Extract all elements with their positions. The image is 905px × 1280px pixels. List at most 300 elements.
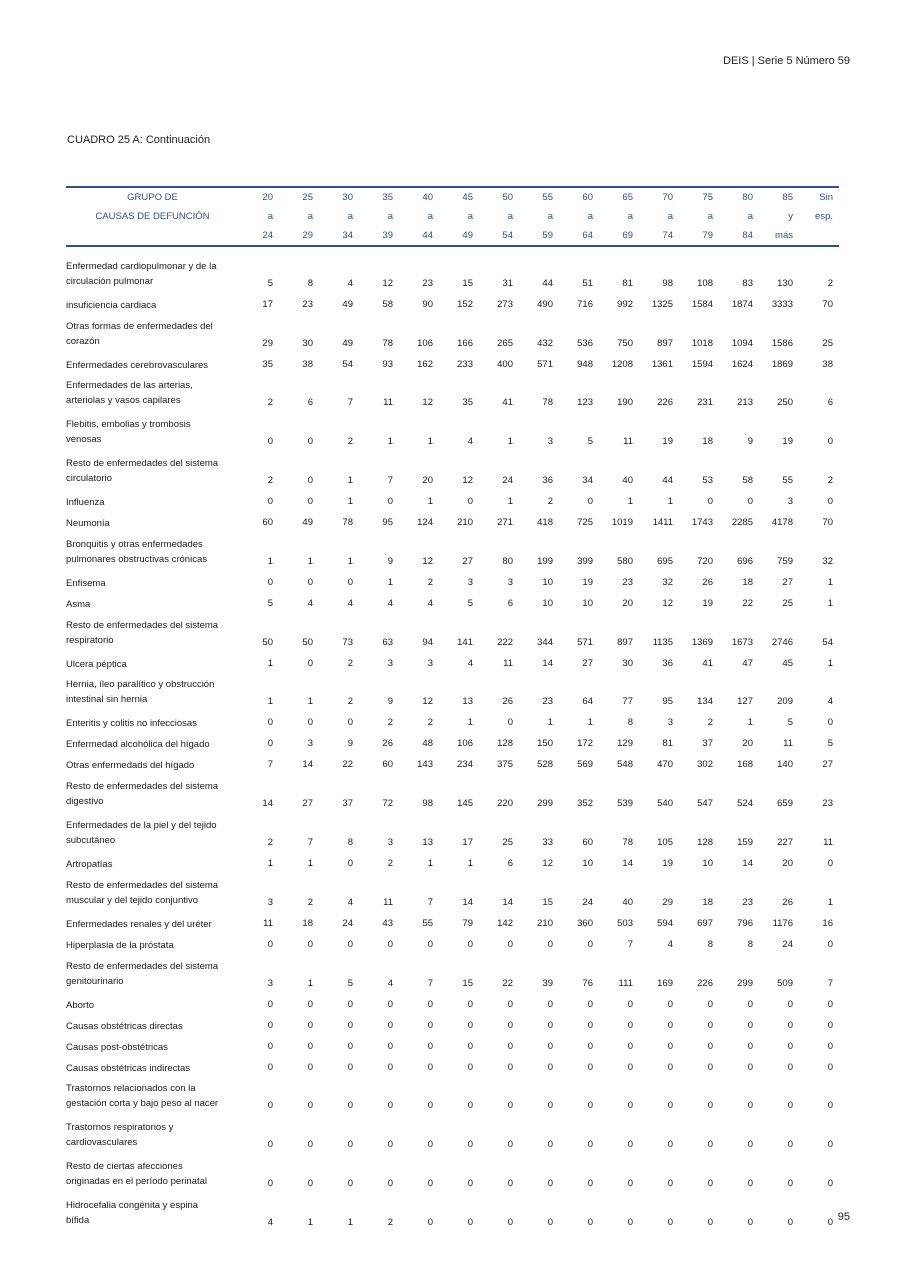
cause-label-line: Trastornos relacionados con la [66, 1083, 196, 1095]
cause-label [66, 1034, 239, 1055]
value-cell: 34 [582, 474, 593, 486]
value-cell: 12 [542, 857, 553, 869]
value-cell: 547 [697, 798, 713, 810]
value-cell: 27 [302, 798, 313, 810]
table-row [66, 752, 839, 773]
value-cell: 0 [547, 1040, 553, 1052]
value-cell: 0 [587, 1040, 593, 1052]
value-cell: 1 [267, 555, 273, 567]
value-cell: 19 [782, 436, 793, 448]
value-cell: 5 [587, 436, 593, 448]
value-cell: 299 [737, 977, 753, 989]
value-cell: 0 [267, 1100, 273, 1112]
value-cell: 1369 [691, 636, 713, 648]
value-cell: 53 [702, 474, 713, 486]
value-cell: 569 [577, 759, 593, 771]
cause-label [66, 489, 239, 510]
value-cell: 344 [537, 636, 553, 648]
value-cell: 127 [737, 696, 753, 708]
value-cell: 78 [622, 836, 633, 848]
value-cell: 0 [307, 1100, 313, 1112]
cause-label-line: Enfermedad alcohólica del hígado [66, 739, 210, 751]
cause-label-line: originadas en el período perinatal [66, 1175, 208, 1187]
cause-label-line: intestinal sin hernia [66, 694, 148, 706]
value-cell: 23 [822, 798, 833, 810]
value-cell: 0 [747, 1100, 753, 1112]
value-cell: 0 [827, 495, 833, 507]
value-cell: 108 [697, 277, 713, 289]
value-cell: 1361 [651, 358, 673, 370]
value-cell: 172 [577, 738, 593, 750]
cause-label [66, 1076, 239, 1115]
value-cell: 2 [427, 576, 433, 588]
value-cell: 0 [627, 1177, 633, 1189]
header-age-cell: 50 [479, 187, 519, 207]
value-cell: 14 [542, 657, 553, 669]
value-cell: 29 [262, 337, 273, 349]
value-cell: 16 [822, 917, 833, 929]
value-cell: 12 [422, 397, 433, 409]
value-cell: 36 [662, 657, 673, 669]
value-cell: 40 [622, 474, 633, 486]
value-cell: 0 [467, 1040, 473, 1052]
value-cell: 548 [617, 759, 633, 771]
value-cell: 45 [782, 657, 793, 669]
header-age-cell: 45 [439, 187, 479, 207]
cause-label-line: Bronquitis y otras enfermedades [66, 538, 203, 550]
value-cell: 94 [422, 636, 433, 648]
value-cell: 6 [307, 397, 313, 409]
value-cell: 0 [627, 1040, 633, 1052]
cause-label-line: gestación corta y bajo peso al nacer [66, 1098, 219, 1110]
header-age-cell: 25 [279, 187, 319, 207]
value-cell: 7 [347, 397, 353, 409]
value-cell: 7 [827, 977, 833, 989]
value-cell: 0 [307, 717, 313, 729]
value-cell: 12 [462, 474, 473, 486]
value-cell: 0 [347, 717, 353, 729]
value-cell: 1 [827, 896, 833, 908]
value-cell: 4 [827, 696, 833, 708]
cause-label [66, 872, 239, 911]
value-cell: 697 [697, 917, 713, 929]
value-cell: 5 [827, 738, 833, 750]
value-cell: 0 [267, 1139, 273, 1151]
cause-label-line: insuficiencia cardiaca [66, 299, 157, 311]
value-cell: 140 [777, 759, 793, 771]
value-cell: 15 [542, 896, 553, 908]
value-cell: 19 [662, 857, 673, 869]
value-cell: 17 [262, 298, 273, 310]
value-cell: 0 [427, 1061, 433, 1073]
cause-label-line: circulación pulmonar [66, 275, 154, 287]
cause-label [66, 510, 239, 531]
value-cell: 106 [457, 738, 473, 750]
value-cell: 3 [387, 836, 393, 848]
value-cell: 79 [462, 917, 473, 929]
value-cell: 0 [507, 1139, 513, 1151]
value-cell: 2 [387, 1216, 393, 1228]
value-cell: 2 [267, 397, 273, 409]
cause-label-line: muscular y del tejido conjuntivo [66, 894, 199, 906]
value-cell: 0 [347, 1177, 353, 1189]
header-age-cell: 20 [239, 187, 279, 207]
header-age-cell: a [387, 211, 393, 222]
value-cell: 234 [457, 759, 473, 771]
table-row [66, 953, 839, 992]
cause-label [66, 313, 239, 352]
value-cell: 1 [827, 576, 833, 588]
value-cell: 0 [707, 1177, 713, 1189]
value-cell: 0 [787, 998, 793, 1010]
value-cell: 0 [707, 1139, 713, 1151]
value-cell: 0 [307, 1019, 313, 1031]
value-cell: 580 [617, 555, 633, 567]
value-cell: 5 [267, 277, 273, 289]
value-cell: 0 [267, 1040, 273, 1052]
value-cell: 4 [267, 1216, 273, 1228]
value-cell: 0 [747, 1019, 753, 1031]
header-age-cell: 54 [479, 226, 519, 246]
value-cell: 0 [387, 1061, 393, 1073]
value-cell: 0 [387, 1139, 393, 1151]
cause-label-line: pulmonares obstructivas crónicas [66, 553, 207, 565]
value-cell: 5 [467, 597, 473, 609]
value-cell: 128 [697, 836, 713, 848]
header-age-cell: a [267, 211, 273, 222]
value-cell: 0 [467, 495, 473, 507]
cause-label [66, 246, 239, 292]
cause-label-line: arteriolas y vasos capilares [66, 395, 181, 407]
value-cell: 31 [502, 277, 513, 289]
value-cell: 1 [347, 555, 353, 567]
cause-label [66, 752, 239, 773]
value-cell: 20 [622, 597, 633, 609]
value-cell: 3 [467, 576, 473, 588]
value-cell: 0 [467, 1100, 473, 1112]
header-age-cell: 74 [639, 226, 679, 246]
value-cell: 0 [387, 998, 393, 1010]
value-cell: 1 [747, 717, 753, 729]
value-cell: 2 [347, 696, 353, 708]
value-cell: 0 [667, 1177, 673, 1189]
value-cell: 3 [427, 657, 433, 669]
value-cell: 0 [627, 1216, 633, 1228]
cause-label [66, 672, 239, 711]
value-cell: 4 [307, 597, 313, 609]
value-cell: 12 [662, 597, 673, 609]
table-row [66, 1055, 839, 1076]
table-row [66, 932, 839, 953]
value-cell: 1 [347, 495, 353, 507]
table-row [66, 531, 839, 570]
value-cell: 134 [697, 696, 713, 708]
value-cell: 0 [387, 1100, 393, 1112]
value-cell: 17 [462, 836, 473, 848]
value-cell: 0 [707, 1019, 713, 1031]
value-cell: 2746 [771, 636, 793, 648]
table-row [66, 651, 839, 672]
value-cell: 0 [507, 717, 513, 729]
cause-label-line: Enfermedad cardiopulmonar y de la [66, 260, 217, 272]
value-cell: 0 [627, 1061, 633, 1073]
value-cell: 35 [462, 397, 473, 409]
cause-label [66, 992, 239, 1013]
value-cell: 12 [422, 696, 433, 708]
value-cell: 10 [582, 597, 593, 609]
table-row [66, 672, 839, 711]
value-cell: 8 [747, 938, 753, 950]
cause-label-line: Aborto [66, 999, 94, 1011]
value-cell: 50 [302, 636, 313, 648]
value-cell: 594 [657, 917, 673, 929]
value-cell: 1 [507, 495, 513, 507]
value-cell: 18 [742, 576, 753, 588]
cause-label [66, 932, 239, 953]
value-cell: 0 [667, 1061, 673, 1073]
cause-label-line: Neumonía [66, 517, 110, 529]
value-cell: 1 [467, 717, 473, 729]
value-cell: 1594 [691, 358, 713, 370]
cause-label-line: Resto de enfermedades del sistema [66, 457, 219, 469]
value-cell: 250 [777, 397, 793, 409]
value-cell: 352 [577, 798, 593, 810]
mortality-table [66, 186, 839, 1231]
value-cell: 40 [622, 896, 633, 908]
value-cell: 0 [587, 1019, 593, 1031]
value-cell: 7 [427, 977, 433, 989]
value-cell: 1 [307, 1216, 313, 1228]
table-row [66, 411, 839, 450]
header-age-cell: a [547, 211, 553, 222]
value-cell: 142 [497, 917, 513, 929]
value-cell: 24 [782, 938, 793, 950]
value-cell: 0 [347, 1040, 353, 1052]
value-cell: 0 [587, 495, 593, 507]
value-cell: 1 [307, 696, 313, 708]
value-cell: 20 [782, 857, 793, 869]
value-cell: 3 [787, 495, 793, 507]
value-cell: 271 [497, 516, 513, 528]
value-cell: 2 [387, 717, 393, 729]
value-cell: 41 [502, 397, 513, 409]
header-age-cell: 24 [239, 226, 279, 246]
value-cell: 25 [822, 337, 833, 349]
cause-label [66, 1114, 239, 1153]
value-cell: 1018 [691, 337, 713, 349]
value-cell: 162 [417, 358, 433, 370]
value-cell: 32 [662, 576, 673, 588]
cause-label [66, 373, 239, 412]
header-age-cell: a [667, 211, 673, 222]
value-cell: 11 [263, 917, 273, 929]
value-cell: 0 [467, 938, 473, 950]
cause-label-line: corazón [66, 335, 100, 347]
cause-label-line: circulatorio [66, 472, 112, 484]
value-cell: 4 [347, 277, 353, 289]
value-cell: 0 [267, 1177, 273, 1189]
value-cell: 1874 [731, 298, 753, 310]
value-cell: 0 [267, 1019, 273, 1031]
value-cell: 23 [742, 896, 753, 908]
value-cell: 19 [702, 597, 713, 609]
value-cell: 95 [382, 516, 393, 528]
value-cell: 796 [737, 917, 753, 929]
value-cell: 716 [577, 298, 593, 310]
value-cell: 123 [577, 397, 593, 409]
value-cell: 145 [457, 798, 473, 810]
value-cell: 7 [307, 836, 313, 848]
value-cell: 6 [507, 857, 513, 869]
cause-label [66, 352, 239, 373]
value-cell: 0 [387, 1177, 393, 1189]
value-cell: 12 [422, 555, 433, 567]
value-cell: 54 [342, 358, 353, 370]
value-cell: 23 [422, 277, 433, 289]
value-cell: 400 [497, 358, 513, 370]
table-row [66, 313, 839, 352]
value-cell: 26 [382, 738, 393, 750]
value-cell: 23 [542, 696, 553, 708]
value-cell: 0 [587, 1139, 593, 1151]
value-cell: 5 [787, 717, 793, 729]
value-cell: 2 [267, 474, 273, 486]
value-cell: 4 [347, 597, 353, 609]
value-cell: 0 [387, 495, 393, 507]
value-cell: 0 [387, 1019, 393, 1031]
table-row [66, 710, 839, 731]
value-cell: 39 [542, 977, 553, 989]
value-cell: 0 [507, 1216, 513, 1228]
value-cell: 1 [307, 977, 313, 989]
value-cell: 55 [782, 474, 793, 486]
value-cell: 0 [467, 1019, 473, 1031]
value-cell: 1 [827, 657, 833, 669]
value-cell: 0 [307, 998, 313, 1010]
value-cell: 1325 [651, 298, 673, 310]
value-cell: 50 [262, 636, 273, 648]
cause-label-line: Resto de enfermedades del sistema [66, 879, 219, 891]
header-age-cell: 30 [319, 187, 359, 207]
cause-label-line: Causas obstétricas indirectas [66, 1062, 191, 1074]
value-cell: 9 [347, 738, 353, 750]
value-cell: 0 [507, 1100, 513, 1112]
header-label-cell: CAUSAS DE DEFUNCIÓN [95, 211, 210, 222]
table-row [66, 1192, 839, 1231]
value-cell: 0 [587, 1061, 593, 1073]
value-cell: 168 [737, 759, 753, 771]
cause-label-line: Otras enfermedads del hígado [66, 760, 195, 772]
table-caption: CUADRO 25 A: Continuación [67, 134, 211, 146]
header-age-cell: Sin [799, 187, 839, 207]
header-age-cell: 60 [559, 187, 599, 207]
value-cell: 0 [267, 998, 273, 1010]
value-cell: 0 [707, 1061, 713, 1073]
value-cell: 1208 [611, 358, 633, 370]
value-cell: 19 [582, 576, 593, 588]
value-cell: 0 [507, 998, 513, 1010]
cause-label-line: respiratorio [66, 634, 114, 646]
value-cell: 233 [457, 358, 473, 370]
value-cell: 77 [622, 696, 633, 708]
header-age-cell: 40 [399, 187, 439, 207]
value-cell: 0 [427, 1019, 433, 1031]
value-cell: 4 [427, 597, 433, 609]
value-cell: 2 [347, 657, 353, 669]
header-age-cell: a [467, 211, 473, 222]
header-age-cell: más [759, 226, 799, 246]
value-cell: 124 [417, 516, 433, 528]
value-cell: 0 [307, 495, 313, 507]
value-cell: 129 [617, 738, 633, 750]
value-cell: 0 [547, 1019, 553, 1031]
value-cell: 4 [467, 436, 473, 448]
value-cell: 0 [307, 1177, 313, 1189]
value-cell: 0 [467, 1139, 473, 1151]
value-cell: 141 [457, 636, 473, 648]
value-cell: 1 [547, 717, 553, 729]
value-cell: 0 [627, 1139, 633, 1151]
value-cell: 159 [737, 836, 753, 848]
value-cell: 24 [502, 474, 513, 486]
value-cell: 1 [467, 857, 473, 869]
value-cell: 95 [662, 696, 673, 708]
value-cell: 54 [822, 636, 833, 648]
value-cell: 2 [707, 717, 713, 729]
cause-label-line: Enfermedades renales y del uréter [66, 918, 212, 930]
cause-label [66, 531, 239, 570]
cause-label-line: Resto de enfermedades del sistema [66, 619, 219, 631]
value-cell: 0 [747, 495, 753, 507]
value-cell: 725 [577, 516, 593, 528]
header-age-cell: 64 [559, 226, 599, 246]
value-cell: 27 [582, 657, 593, 669]
value-cell: 1743 [691, 516, 713, 528]
value-cell: 0 [467, 1177, 473, 1189]
value-cell: 1584 [691, 298, 713, 310]
value-cell: 169 [657, 977, 673, 989]
value-cell: 503 [617, 917, 633, 929]
value-cell: 0 [787, 1216, 793, 1228]
running-head: DEIS | Serie 5 Número 59 [723, 55, 850, 67]
table-row [66, 731, 839, 752]
value-cell: 0 [427, 998, 433, 1010]
value-cell: 90 [422, 298, 433, 310]
value-cell: 528 [537, 759, 553, 771]
value-cell: 26 [782, 896, 793, 908]
table-row [66, 812, 839, 851]
value-cell: 0 [307, 474, 313, 486]
value-cell: 0 [267, 738, 273, 750]
value-cell: 0 [827, 1040, 833, 1052]
value-cell: 226 [697, 977, 713, 989]
header-age-cell: 80 [719, 187, 759, 207]
value-cell: 14 [302, 759, 313, 771]
cause-label [66, 1055, 239, 1076]
value-cell: 0 [507, 1061, 513, 1073]
value-cell: 0 [507, 1177, 513, 1189]
table-row [66, 292, 839, 313]
header-age-cell: 44 [399, 226, 439, 246]
table-row [66, 591, 839, 612]
header-age-cell: a [347, 211, 353, 222]
value-cell: 9 [387, 555, 393, 567]
value-cell: 152 [457, 298, 473, 310]
value-cell: 0 [827, 1100, 833, 1112]
value-cell: 0 [427, 1040, 433, 1052]
table-row [66, 1076, 839, 1115]
table-row [66, 1114, 839, 1153]
